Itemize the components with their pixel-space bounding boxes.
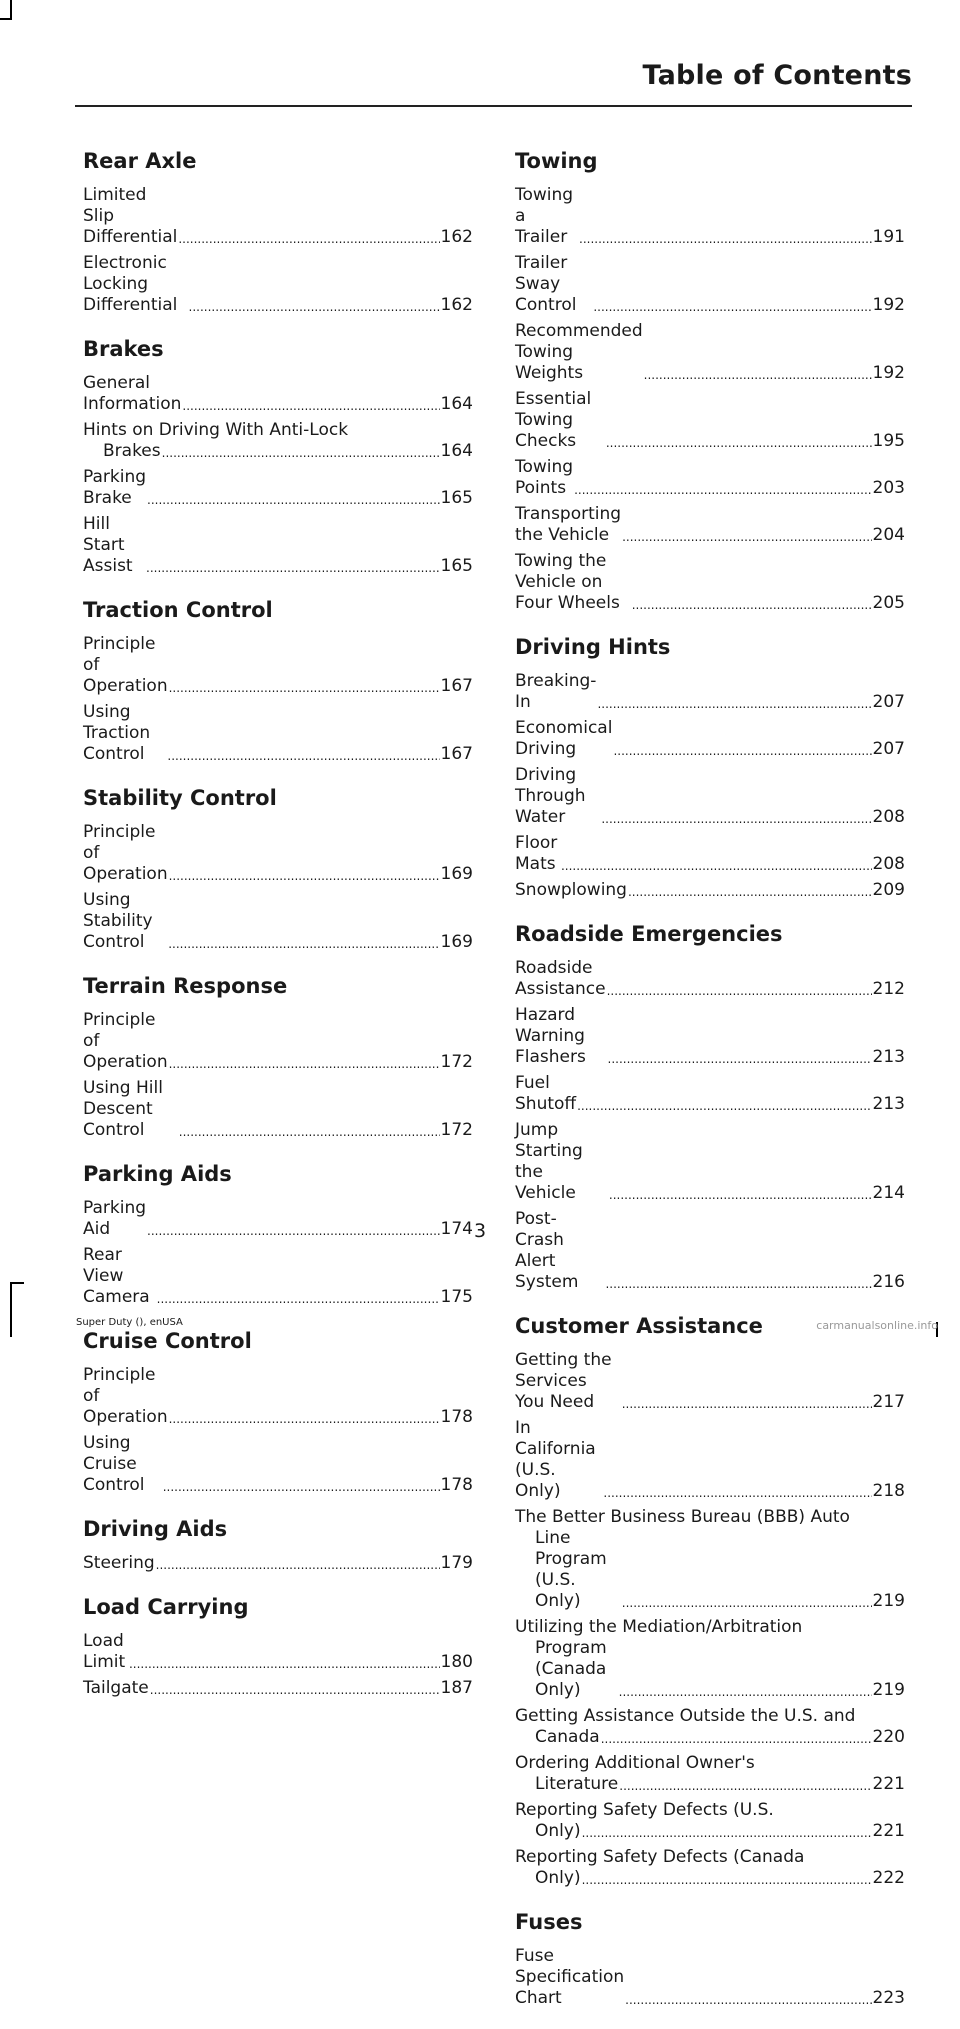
toc-entry[interactable] — [83, 702, 473, 765]
entry-page-number: 192 — [872, 295, 905, 315]
leader-dots — [582, 1874, 872, 1886]
leader-dots — [644, 369, 872, 381]
entry-page-number: 221 — [872, 1774, 905, 1794]
section-heading: Driving Aids — [83, 1517, 228, 1541]
entry-page-number: 213 — [872, 1047, 905, 1067]
entry-title: Roadside Assistance — [515, 958, 606, 999]
toc-entry[interactable] — [83, 1553, 473, 1574]
toc-entry[interactable] — [515, 1507, 905, 1612]
leader-dots — [605, 1278, 871, 1290]
entry-title-continued: Only) — [535, 1868, 581, 1888]
leader-dots — [613, 745, 871, 757]
entry-page-number: 187 — [440, 1678, 473, 1698]
toc-entry[interactable] — [515, 1005, 905, 1068]
entry-title: Post-Crash Alert System — [515, 1209, 579, 1292]
entry-line-continued — [515, 1727, 905, 1748]
toc-entry[interactable] — [515, 1120, 905, 1204]
leader-dots — [607, 985, 872, 997]
entry-page-number: 169 — [440, 932, 473, 952]
toc-entry[interactable] — [83, 1433, 473, 1496]
entry-title: Parking Aid — [83, 1198, 147, 1239]
entry-title: Recommended Towing Weights — [515, 321, 643, 383]
toc-entry[interactable] — [515, 389, 905, 452]
toc-entry[interactable] — [83, 253, 473, 316]
entry-title-continued: Program (Canada Only) — [535, 1638, 607, 1700]
toc-entry[interactable] — [515, 1350, 905, 1413]
entry-title: Getting Assistance Outside the U.S. and — [515, 1706, 856, 1726]
leader-dots — [167, 750, 439, 762]
entry-page-number: 172 — [440, 1052, 473, 1072]
entry-title: Reporting Safety Defects (U.S. — [515, 1800, 774, 1820]
entry-title: Load Limit — [83, 1631, 126, 1672]
entry-page-number: 218 — [872, 1481, 905, 1501]
leader-dots — [178, 233, 439, 245]
entry-title-continued: Canada — [535, 1727, 600, 1747]
toc-section — [83, 1594, 473, 1699]
entry-page-number: 179 — [440, 1553, 473, 1573]
toc-entry[interactable] — [515, 1617, 905, 1701]
toc-section — [83, 148, 473, 316]
section-heading: Terrain Response — [83, 974, 288, 998]
toc-entry[interactable] — [515, 1073, 905, 1115]
entry-page-number: 178 — [440, 1407, 473, 1427]
entry-page-number: 164 — [440, 441, 473, 461]
toc-entry[interactable] — [515, 1946, 905, 2009]
entry-title-continued: Only) — [535, 1821, 581, 1841]
entry-title: Jump Starting the Vehicle — [515, 1120, 583, 1203]
leader-dots — [622, 531, 871, 543]
entry-title: Tailgate — [83, 1678, 149, 1698]
toc-entry[interactable] — [515, 1800, 905, 1842]
entry-title: Fuel Shutoff — [515, 1073, 577, 1114]
entry-page-number: 207 — [872, 739, 905, 759]
toc-entry[interactable] — [515, 1706, 905, 1748]
leader-dots — [603, 1487, 871, 1499]
entry-line-continued — [83, 441, 473, 462]
leader-dots — [179, 1126, 440, 1138]
toc-section — [83, 785, 473, 953]
entry-title: Towing Points — [515, 457, 574, 498]
entry-line-continued — [515, 1821, 905, 1842]
entry-title: Principle of Operation — [83, 1365, 168, 1427]
entry-title: Principle of Operation — [83, 1010, 168, 1072]
toc-entry[interactable] — [83, 514, 473, 577]
crop-mark-top-left-h — [0, 18, 12, 20]
entry-page-number: 167 — [440, 676, 473, 696]
section-heading: Roadside Emergencies — [515, 922, 783, 946]
leader-dots — [601, 813, 871, 825]
entry-page-number: 222 — [872, 1868, 905, 1888]
entry-page-number: 191 — [872, 227, 905, 247]
entry-page-number: 180 — [440, 1652, 473, 1672]
entry-title: Using Hill Descent Control — [83, 1078, 163, 1140]
toc-entry[interactable] — [83, 373, 473, 415]
toc-entry[interactable] — [83, 1010, 473, 1073]
header-rule — [75, 105, 912, 107]
entry-title: Hints on Driving With Anti-Lock — [83, 420, 349, 440]
toc-entry[interactable] — [515, 880, 905, 901]
entry-line-continued — [515, 1868, 905, 1889]
entry-title: Breaking-In — [515, 671, 597, 712]
toc-entry[interactable] — [515, 958, 905, 1000]
entry-title: Parking Brake — [83, 467, 147, 508]
entry-title: Principle of Operation — [83, 822, 168, 884]
page-header-title: Table of Contents — [642, 60, 912, 91]
entry-title: Reporting Safety Defects (Canada — [515, 1847, 805, 1867]
section-heading: Rear Axle — [83, 149, 197, 173]
entry-title: Limited Slip Differential — [83, 185, 178, 247]
entry-title: Fuse Specification Chart — [515, 1946, 625, 2008]
leader-dots — [169, 1413, 440, 1425]
leader-dots — [169, 1058, 440, 1070]
entry-page-number: 195 — [872, 431, 905, 451]
entry-title: Floor Mats — [515, 833, 558, 874]
leader-dots — [146, 562, 440, 574]
entry-page-number: 221 — [872, 1821, 905, 1841]
leader-dots — [619, 1686, 872, 1698]
entry-title: Snowplowing — [515, 880, 627, 900]
leader-dots — [632, 599, 872, 611]
entry-page-number: 223 — [872, 1988, 905, 2008]
entry-page-number: 174 — [440, 1219, 473, 1239]
leader-dots — [622, 1398, 872, 1410]
entry-title: Using Traction Control — [83, 702, 151, 764]
entry-page-number: 162 — [440, 295, 473, 315]
leader-dots — [628, 886, 872, 898]
toc-entry[interactable] — [515, 765, 905, 828]
entry-title: Towing a Trailer — [515, 185, 574, 247]
toc-section — [515, 1313, 905, 1889]
toc-entry[interactable] — [515, 504, 905, 546]
toc-section — [83, 597, 473, 765]
entry-page-number: 212 — [872, 979, 905, 999]
entry-title: Using Stability Control — [83, 890, 153, 952]
leader-dots — [182, 400, 439, 412]
leader-dots — [169, 870, 440, 882]
entry-title-continued: Literature — [535, 1774, 619, 1794]
entry-page-number: 216 — [872, 1272, 905, 1292]
entry-title: Economical Driving — [515, 718, 613, 759]
entry-title: Transporting the Vehicle — [515, 504, 622, 545]
crop-mark-bottom-left-h — [10, 1282, 24, 1284]
leader-dots — [129, 1658, 440, 1670]
toc-entry[interactable] — [83, 467, 473, 509]
toc-entry[interactable] — [83, 890, 473, 953]
entry-title: Rear View Camera — [83, 1245, 150, 1307]
entry-title: Getting the Services You Need — [515, 1350, 612, 1412]
toc-section — [83, 1516, 473, 1574]
toc-entry[interactable] — [83, 1631, 473, 1673]
entry-page-number: 208 — [872, 807, 905, 827]
page-number: 3 — [473, 1220, 487, 1242]
leader-dots — [561, 860, 872, 872]
entry-page-number: 204 — [872, 525, 905, 545]
toc-entry[interactable] — [515, 457, 905, 499]
entry-page-number: 217 — [872, 1392, 905, 1412]
entry-title: Principle of Operation — [83, 634, 168, 696]
entry-page-number: 214 — [872, 1183, 905, 1203]
toc-entry[interactable] — [515, 253, 905, 316]
toc-section — [83, 1328, 473, 1496]
leader-dots — [169, 682, 440, 694]
entry-page-number: 165 — [440, 488, 473, 508]
section-heading: Cruise Control — [83, 1329, 252, 1353]
entry-title: Essential Towing Checks — [515, 389, 592, 451]
section-heading: Parking Aids — [83, 1162, 232, 1186]
entry-page-number: 207 — [872, 692, 905, 712]
entry-title: Steering — [83, 1553, 155, 1573]
footer-text: Super Duty (), enUSA — [76, 1317, 183, 1328]
section-heading: Towing — [515, 149, 598, 173]
section-heading: Fuses — [515, 1910, 583, 1934]
entry-page-number: 162 — [440, 227, 473, 247]
leader-dots — [597, 698, 871, 710]
leader-dots — [168, 938, 439, 950]
section-heading: Stability Control — [83, 786, 277, 810]
entry-line-continued — [515, 1638, 905, 1701]
entry-title: Hazard Warning Flashers — [515, 1005, 586, 1067]
leader-dots — [147, 494, 440, 506]
entry-page-number: 219 — [872, 1680, 905, 1700]
leader-dots — [163, 1481, 440, 1493]
section-heading: Traction Control — [83, 598, 273, 622]
toc-section — [83, 336, 473, 577]
toc-entry[interactable] — [83, 634, 473, 697]
leader-dots — [150, 1684, 440, 1696]
leader-dots — [608, 1053, 872, 1065]
entry-title-continued: Line Program (U.S. Only) — [535, 1528, 607, 1611]
toc-entry[interactable] — [83, 420, 473, 462]
leader-dots — [622, 1597, 872, 1609]
entry-page-number: 164 — [440, 394, 473, 414]
toc-section — [83, 973, 473, 1141]
toc-entry[interactable] — [515, 1847, 905, 1889]
toc-entry[interactable] — [515, 551, 905, 614]
leader-dots — [609, 1189, 872, 1201]
leader-dots — [625, 1994, 871, 2006]
toc-entry[interactable] — [515, 671, 905, 713]
toc-entry[interactable] — [83, 185, 473, 248]
section-heading: Driving Hints — [515, 635, 671, 659]
entry-title: Electronic Locking Differential — [83, 253, 178, 315]
leader-dots — [619, 1780, 871, 1792]
toc-entry[interactable] — [83, 1365, 473, 1428]
entry-page-number: 165 — [440, 556, 473, 576]
entry-title: Using Cruise Control — [83, 1433, 145, 1495]
leader-dots — [606, 437, 872, 449]
toc-entry[interactable] — [83, 1245, 473, 1308]
entry-title: Towing the Vehicle on Four Wheels — [515, 551, 620, 613]
entry-page-number: 219 — [872, 1591, 905, 1611]
leader-dots — [601, 1733, 872, 1745]
toc-section — [515, 148, 905, 614]
toc-entry[interactable] — [515, 718, 905, 760]
leader-dots — [189, 301, 440, 313]
toc-entry[interactable] — [515, 1418, 905, 1502]
entry-page-number: 205 — [872, 593, 905, 613]
toc-entry[interactable] — [515, 185, 905, 248]
toc-entry[interactable] — [515, 321, 905, 384]
toc-entry[interactable] — [83, 822, 473, 885]
section-heading: Load Carrying — [83, 1595, 249, 1619]
entry-title-continued: Brakes — [103, 441, 161, 461]
entry-title: General Information — [83, 373, 182, 414]
section-heading: Brakes — [83, 337, 164, 361]
entry-title: Trailer Sway Control — [515, 253, 577, 315]
leader-dots — [593, 301, 871, 313]
entry-page-number: 208 — [872, 854, 905, 874]
entry-line-continued — [515, 1774, 905, 1795]
leader-dots — [579, 233, 872, 245]
leader-dots — [156, 1559, 440, 1571]
entry-line-continued — [515, 1528, 905, 1612]
toc-left-column — [83, 148, 473, 1719]
entry-page-number: 172 — [440, 1120, 473, 1140]
entry-page-number: 220 — [872, 1727, 905, 1747]
entry-page-number: 178 — [440, 1475, 473, 1495]
leader-dots — [162, 447, 440, 459]
toc-entry[interactable] — [515, 833, 905, 875]
toc-entry[interactable] — [515, 1753, 905, 1795]
leader-dots — [157, 1293, 440, 1305]
entry-title: In California (U.S. Only) — [515, 1418, 596, 1501]
toc-entry[interactable] — [83, 1078, 473, 1141]
entry-page-number: 209 — [872, 880, 905, 900]
entry-title: Driving Through Water — [515, 765, 586, 827]
section-heading: Customer Assistance — [515, 1314, 763, 1338]
toc-section — [515, 1909, 905, 2009]
entry-page-number: 213 — [872, 1094, 905, 1114]
entry-page-number: 167 — [440, 744, 473, 764]
entry-page-number: 192 — [872, 363, 905, 383]
toc-entry[interactable] — [83, 1678, 473, 1699]
toc-section — [515, 634, 905, 901]
leader-dots — [582, 1827, 872, 1839]
toc-right-column — [515, 148, 905, 2029]
entry-page-number: 169 — [440, 864, 473, 884]
entry-title: Hill Start Assist — [83, 514, 133, 576]
entry-page-number: 203 — [872, 478, 905, 498]
crop-mark-bottom-left — [10, 1282, 12, 1337]
crop-mark-top-left — [10, 0, 12, 18]
entry-title: Utilizing the Mediation/Arbitration — [515, 1617, 803, 1637]
entry-title: The Better Business Bureau (BBB) Auto — [515, 1507, 850, 1527]
entry-title: Ordering Additional Owner's — [515, 1753, 755, 1773]
leader-dots — [574, 484, 871, 496]
leader-dots — [577, 1100, 871, 1112]
entry-page-number: 175 — [440, 1287, 473, 1307]
watermark: carmanualsonline.info — [816, 1319, 938, 1332]
